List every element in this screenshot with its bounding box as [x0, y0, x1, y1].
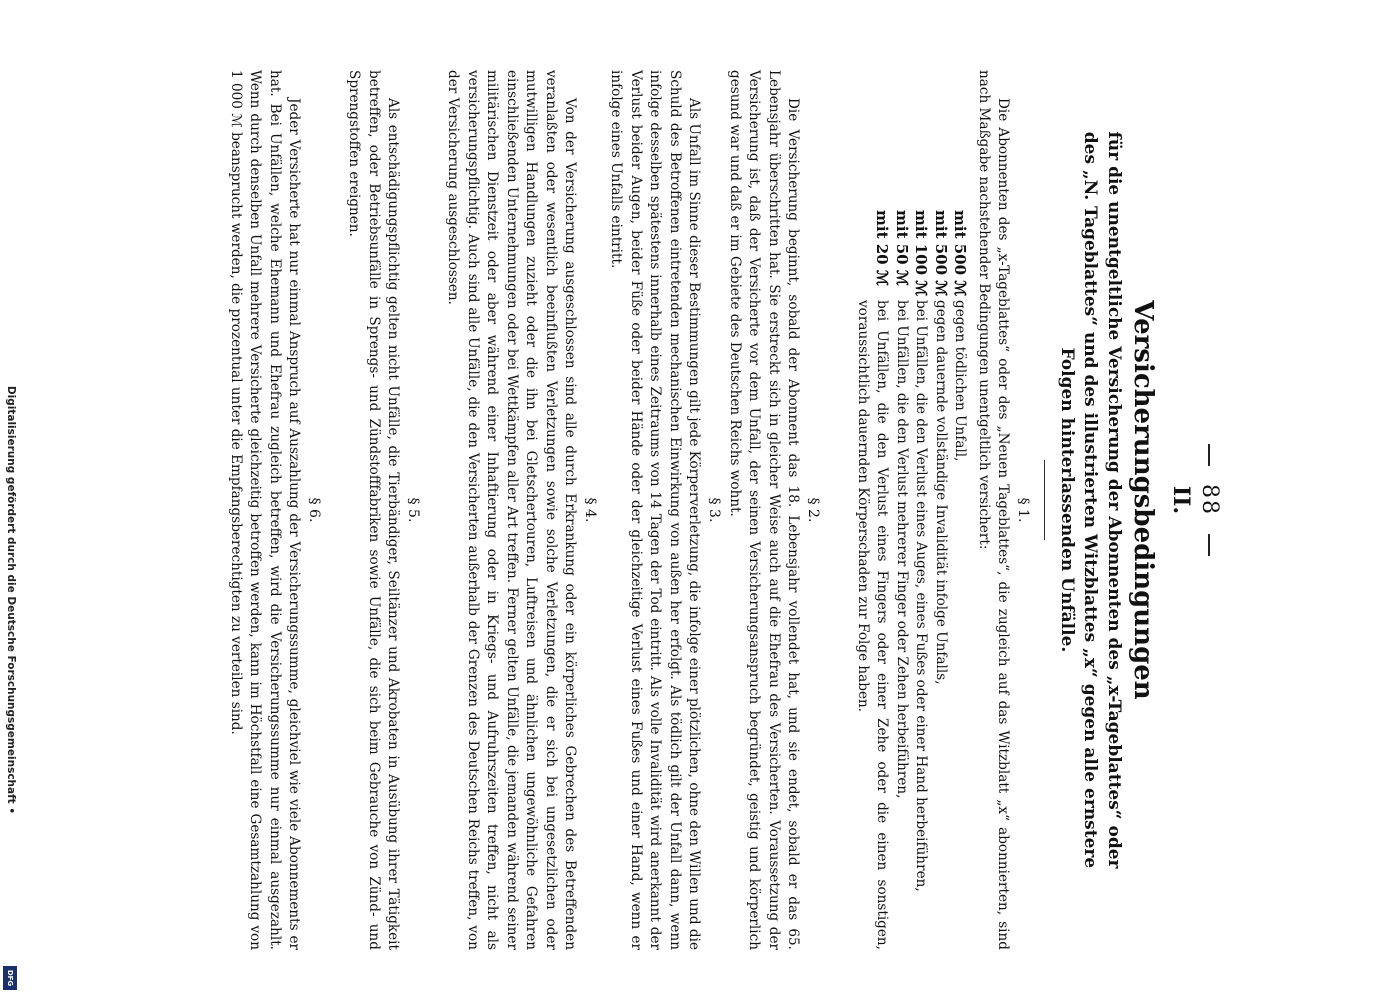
digitization-strip	[0, 0, 22, 1000]
section-3	[606, 70, 723, 950]
section-heading: § 5.	[405, 497, 421, 523]
section-5	[344, 70, 422, 950]
coverage-text: bei Unfällen, die den Verlust eines Auges, eines Fußes oder einer Hand herbeiführen,	[913, 300, 930, 892]
section-heading: § 3.	[706, 497, 722, 523]
coverage-item	[950, 70, 970, 950]
dfg-logo-text: DFG	[6, 969, 14, 987]
coverage-text: bei Unfällen, die den Verlust eines Fingers oder einer Zehe oder die einen sonstigen, voraussichtlich dauernden Körperschaden zur Folge haben.	[855, 300, 891, 950]
coverage-amount: mit 100 ℳ	[912, 210, 931, 297]
coverage-text: gegen dauernde vollständige Invalidität infolge Unfalls,	[933, 300, 949, 685]
dfg-logo	[3, 966, 17, 990]
coverage-item	[911, 70, 931, 950]
section-4	[443, 70, 599, 950]
digitization-note: Digitalisierung gefördert durch die Deutsche Forschungsgemeinschaft •	[5, 385, 17, 815]
coverage-item	[931, 70, 951, 950]
section-text: Die Abonnenten des „x-Tageblattes“ oder des „Neuen Tageblattes“, die zugleich auf das Witzblatt „x“ abonnierten, sind nach Maßgabe nachstehender Bedingungen unentgeltlich versichert:	[976, 70, 1012, 950]
coverage-list	[853, 70, 970, 950]
subtitle-line: für die unentgeltliche Versicherung der Abonnenten des „x-Tageblattes“ oder	[1104, 131, 1124, 869]
section-text: Als Unfall im Sinne dieser Bestimmungen gilt jede Körperverletzung, die infolge einer plötzlichen, ohne den Willen und die Schuld des Betroffenen eintretenden mechanischen Einwirkung von außen her erfolgt. Als tödlich gilt der Unfall dann, wenn infolge desselben spätestens innerhalb eines Zeitraums von 14 Tagen der Tod eintritt. Als volle Invalidität wird anerkannt der Verlust beider Augen, beider Füße oder beider Hände oder der gleichzeitige Verlust eines Fußes und einer Hand, wenn er infolge eines Unfalls eintritt.	[608, 70, 703, 950]
section-2	[725, 70, 823, 950]
page-title: Versicherungsbedingungen	[1128, 300, 1158, 700]
section-6	[226, 70, 324, 950]
page-number	[1197, 0, 1222, 1000]
coverage-amount: mit 500 ℳ	[932, 210, 950, 297]
section-heading: § 2.	[805, 497, 821, 523]
subtitle-line: Folgen hinterlassenden Unfälle.	[1057, 347, 1077, 653]
coverage-text: gegen tödlichen Unfall,	[952, 300, 969, 462]
section-text: Die Versicherung beginnt, sobald der Abonnent das 18. Lebensjahr vollendet hat, und sie endet, sobald er das 65. Lebensjahr überschritten hat. Sie erstreckt sich in gleicher Weise auch auf die Ehefrau des Versicherten. Voraussetzung der Versicherung ist, daß der Versicherte vor dem Unfall, der seinen Versicherungsanspruch begründet, geistig und körperlich gesund war und daß er im Gebiete des Deutschen Reichs wohnt.	[727, 70, 802, 950]
coverage-amount: mit 50 ℳ	[893, 210, 911, 286]
section-heading: § 6.	[306, 497, 322, 523]
title-divider	[1044, 460, 1045, 540]
coverage-amount: mit 20 ℳ	[873, 210, 892, 286]
coverage-item	[892, 70, 912, 950]
coverage-amount: mit 500 ℳ	[951, 210, 970, 297]
scanned-page	[70, 0, 1222, 1000]
page-number-value: 88	[1197, 484, 1222, 516]
subtitle-line: des „N. Tageblattes“ und des illustrierten Witzblattes „x“ gegen alle ernstere	[1080, 131, 1100, 869]
chapter-heading: II.	[1168, 485, 1194, 515]
coverage-item	[853, 70, 892, 950]
section-text: Jeder Versicherte hat nur einmal Anspruch auf Auszahlung der Versicherungssumme, gleichviel wie viele Abonnements er hat. Bei Unfällen, welche Ehemann und Ehefrau zugleich betreffen, wird die Versicherungssumme nur einmal ausgezahlt. Wenn durch denselben Unfall mehrere Versicherte gleichzeitig betroffen werden, kann im Höchstfall eine Gesamtzahlung von 1 000 ℳ beansprucht werden, die prozentual unter die Empfangsberechtigten zu verteilen sind.	[228, 70, 303, 950]
section-heading: § 4.	[582, 497, 598, 523]
section-1	[853, 70, 1033, 950]
coverage-text: bei Unfällen, die den Verlust mehrerer Finger oder Zehen herbeiführen,	[894, 300, 910, 799]
section-text: Als entschädigungspflichtig gelten nicht Unfälle, die Tierbändiger, Seiltänzer und Akrobaten in Ausübung ihrer Tätigkeit betreffen, oder Betriebsunfälle in Sprengs- und Zündstofffabriken sowie Unfälle, die sich beim Gebrauche von Zünd- und Sprengstoffen ereignen.	[346, 70, 402, 950]
section-text: Von der Versicherung ausgeschlossen sind alle durch Erkrankung oder ein körperliches Gebrechen des Betreffenden veranlaßten oder wesentlich beeinflußten Verletzungen sowie solche Verletzungen, die er sich bei ungesetzlichen oder mutwilligen Handlungen zuzieht oder die ihn bei Gletschertouren, Luftreisen und ähnlichen ungewöhnliche Gefahren einschließenden Unternehmungen oder bei Wettkämpfen aller Art treffen. Ferner gelten Unfälle, die jemanden während seiner militärischen Dienstzeit oder aber während einer Inhaftierung oder in Kriegs- und Aufruhrszeiten treffen, nicht als versicherungspflichtig. Auch sind alle Unfälle, die den Versicherten außerhalb der Grenzen des Deutschen Reichs treffen, von der Versicherung ausgeschlossen.	[445, 70, 579, 950]
section-heading: § 1.	[1015, 497, 1031, 523]
